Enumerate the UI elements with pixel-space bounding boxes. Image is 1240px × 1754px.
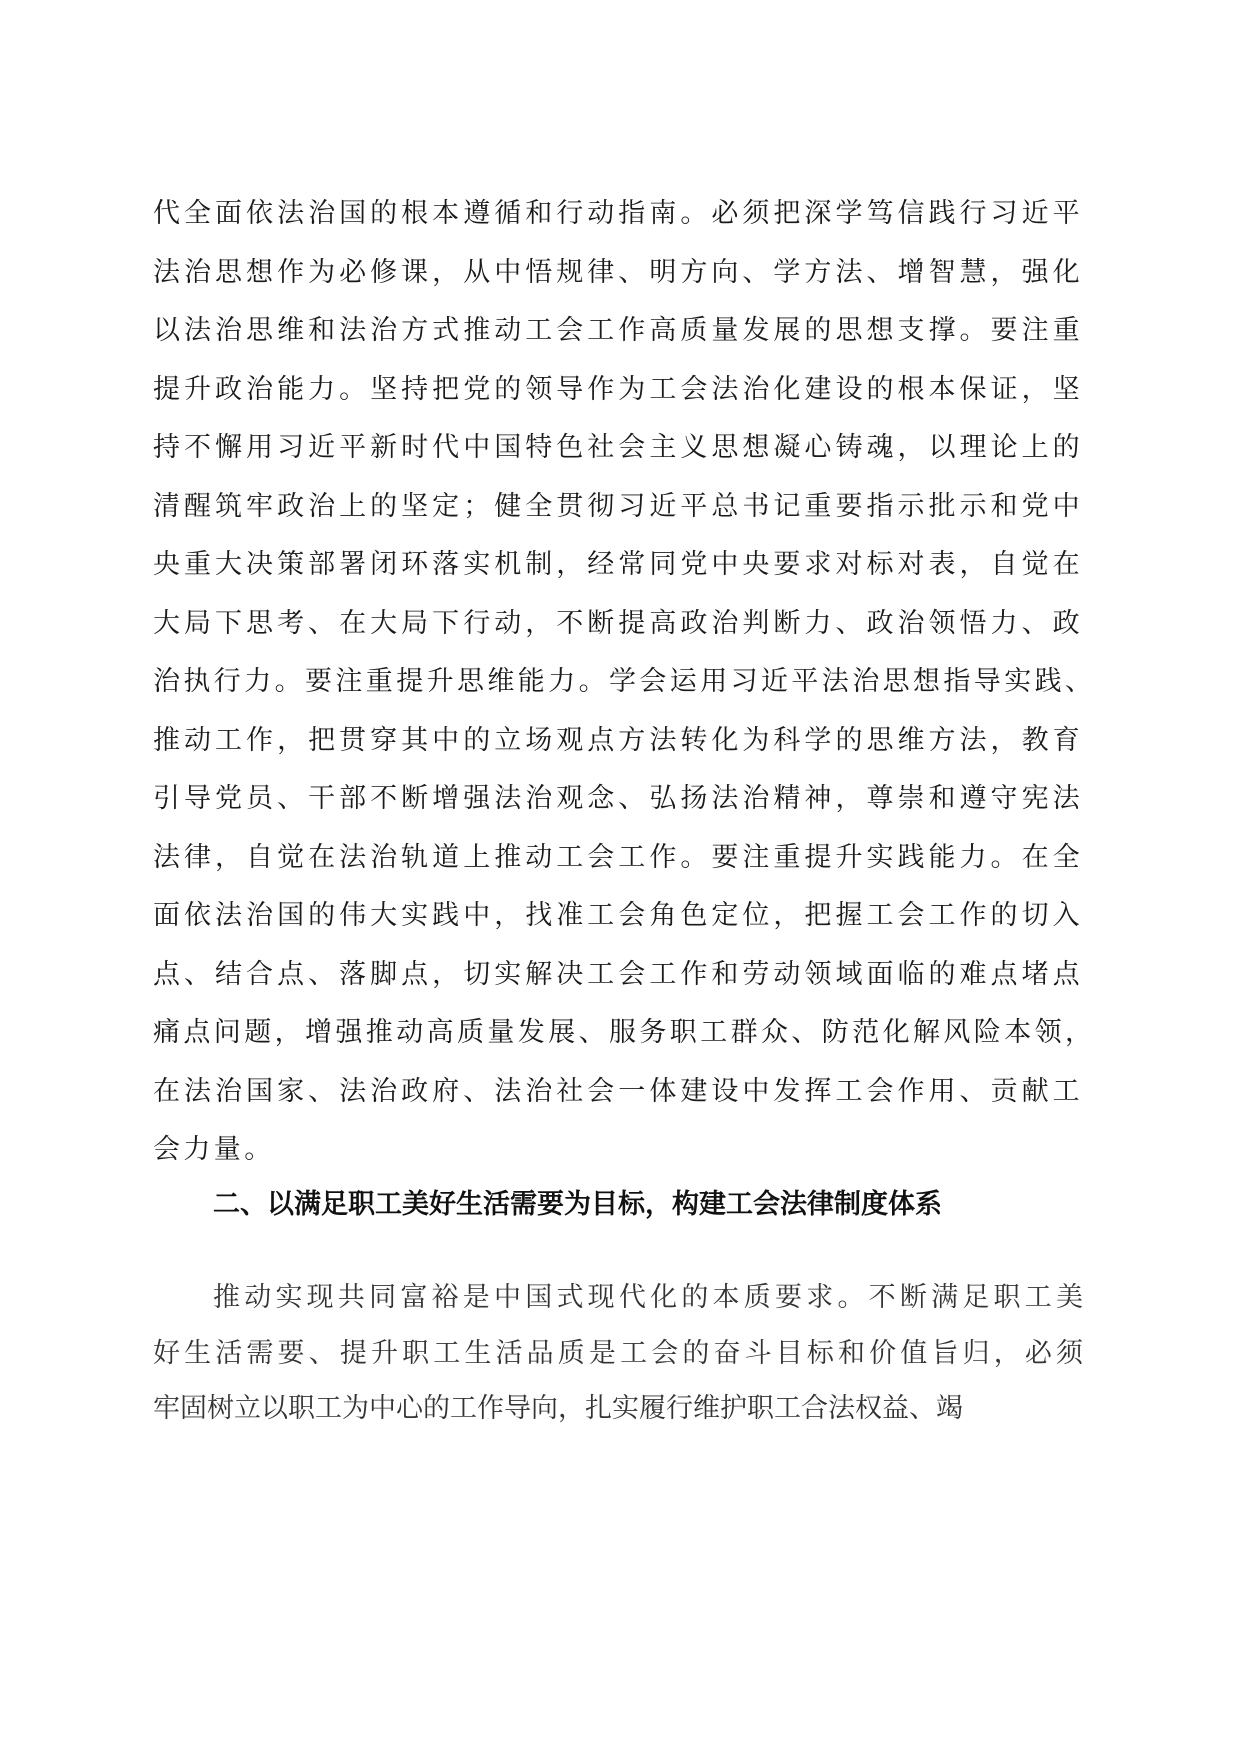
paragraph-line: 清醒筑牢政治上的坚定；健全贯彻习近平总书记重要指示批示和党中 (153, 490, 1083, 522)
paragraph-line: 以法治思维和法治方式推动工会工作高质量发展的思想支撑。要注重 (153, 315, 1083, 346)
body-paragraph (153, 185, 1096, 1180)
paragraph-line: 代全面依法治国的根本遵循和行动指南。必须把深学笃信践行习近平 (153, 198, 1083, 229)
paragraph-line: 持不懈用习近平新时代中国特色社会主义思想凝心铸魂，以理论上的 (153, 432, 1083, 463)
paragraph-line: 面依法治国的伟大实践中，找准工会角色定位，把握工会工作的切入 (153, 900, 1083, 931)
section-heading: 二、以满足职工美好生活需要为目标，构建工会法律制度体系 (213, 1189, 942, 1220)
paragraph-line: 痛点问题，增强推动高质量发展、服务职工群众、防范化解风险本领， (153, 1017, 1096, 1048)
paragraph-line: 法律，自觉在法治轨道上推动工会工作。要注重提升实践能力。在全 (153, 841, 1083, 873)
paragraph-line: 法治思想作为必修课，从中悟规律、明方向、学方法、增智慧，强化 (153, 256, 1083, 288)
body-paragraph (153, 1270, 1083, 1437)
paragraph-line: 央重大决策部署闭环落实机制，经常同党中央要求对标对表，自觉在 (153, 549, 1083, 580)
paragraph-line: 推动工作，把贯穿其中的立场观点方法转化为科学的思维方法，教育 (153, 724, 1083, 756)
paragraph-line: 治执行力。要注重提升思维能力。学会运用习近平法治思想指导实践、 (153, 666, 1096, 697)
paragraph-line: 在法治国家、法治政府、法治社会一体建设中发挥工会作用、贡献工 (153, 1075, 1083, 1107)
paragraph-line: 引导党员、干部不断增强法治观念、弘扬法治精神，尊崇和遵守宪法 (153, 783, 1083, 814)
paragraph-line: 会力量。 (153, 1134, 275, 1165)
paragraph-line: 好生活需要、提升职工生活品质是工会的奋斗目标和价值旨归，必须 (153, 1337, 1083, 1369)
paragraph-line: 点、结合点、落脚点，切实解决工会工作和劳动领域面临的难点堵点 (153, 958, 1083, 990)
paragraph-line: 推动实现共同富裕是中国式现代化的本质要求。不断满足职工美 (213, 1282, 1083, 1313)
paragraph-line: 牢固树立以职工为中心的工作导向，扎实履行维护职工合法权益、竭 (153, 1393, 963, 1424)
paragraph-line: 提升政治能力。坚持把党的领导作为工会法治化建设的根本保证，坚 (153, 373, 1083, 405)
paragraph-line: 大局下思考、在大局下行动，不断提高政治判断力、政治领悟力、政 (153, 607, 1083, 639)
